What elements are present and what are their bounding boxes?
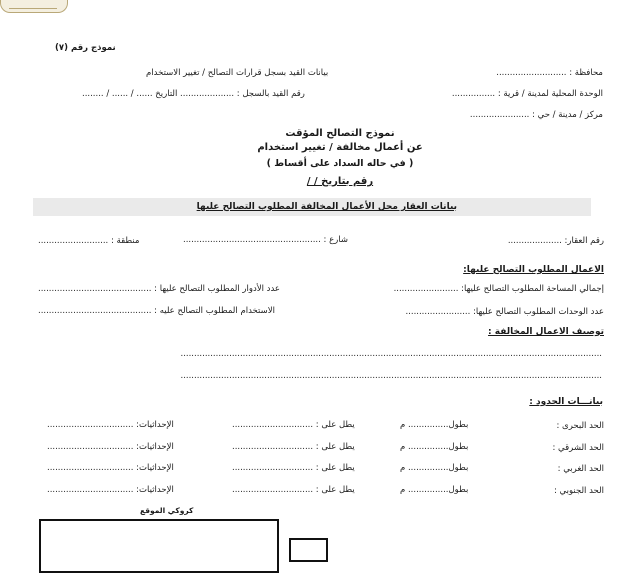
- border-overlooks-north: يطل على : ..............................: [232, 420, 355, 430]
- border-length-north: بطول............... م: [400, 420, 469, 430]
- border-length-south: بطول............... م: [400, 485, 469, 495]
- border-label-south: الحد الجنوبي :: [553, 486, 604, 496]
- border-length-east: بطول............... م: [400, 442, 469, 452]
- property-section-heading: بيانات العقار محل الأعمال المخالفة المطلوب التصالح عليها: [196, 202, 457, 212]
- sketch-label: كروكي الموقع: [140, 506, 194, 515]
- title-line-1: نموذج التصالح المؤقت: [285, 128, 395, 139]
- border-overlooks-east: يطل على : ..............................: [232, 442, 355, 452]
- border-length-west: بطول............... م: [400, 463, 469, 473]
- title-line-2: عن أعمال مخالفة / تغيير استخدام: [257, 142, 423, 153]
- district-field: منطقة : ..........................: [38, 236, 140, 246]
- violations-dotted-line-2: ............................................................................................................................................................: [180, 372, 602, 381]
- form-number: نموذج رقم (٧): [55, 43, 116, 53]
- center-city-field: مركز / مدينة / حي : ......................: [469, 110, 603, 120]
- register-title: بيانات القيد بسجل قرارات التصالح / تغيير الاستخدام: [146, 68, 329, 78]
- floors-count-field: عدد الأدوار المطلوب التصالح عليها : ..........................................: [38, 284, 280, 294]
- border-coords-west: الإحداثيات: ................................: [47, 463, 174, 473]
- register-number-field: رقم القيد بالسجل : .................... التاريخ ...... / ...... / ........: [82, 89, 305, 99]
- border-overlooks-west: يطل على : ..............................: [232, 463, 355, 473]
- usage-field: الاستخدام المطلوب التصالح عليه : ..........................................: [38, 306, 275, 316]
- violations-heading: توصيف الاعمال المخالفة :: [488, 327, 604, 337]
- border-label-west: الحد الغربي :: [557, 464, 604, 474]
- property-number-field: رقم العقار: ....................: [507, 236, 604, 246]
- border-coords-east: الإحداثيات: ................................: [47, 442, 174, 452]
- border-label-east: الحد الشرقي :: [552, 443, 604, 453]
- street-field: شارع : ...................................................: [183, 235, 348, 245]
- emblem-logo: [0, 0, 68, 13]
- total-area-field: إجمالي المساحة المطلوب التصالح عليها: ........................: [393, 284, 604, 294]
- violations-dotted-line-1: ............................................................................................................................................................: [180, 350, 602, 359]
- works-heading: الاعمال المطلوب التصالح عليها:: [463, 265, 604, 275]
- borders-heading: بيانـــات الحدود :: [529, 397, 603, 407]
- sketch-box: [39, 519, 279, 573]
- governorate-field: محافظة : ..........................: [496, 68, 603, 78]
- local-unit-field: الوحدة المحلية لمدينة / قرية : ................: [451, 89, 603, 99]
- units-count-field: عدد الوحدات المطلوب التصالح عليها: ........................: [405, 307, 604, 317]
- border-coords-north: الإحداثيات: ................................: [47, 420, 174, 430]
- border-coords-south: الإحداثيات: ................................: [47, 485, 174, 495]
- border-label-north: الحد البحرى :: [556, 421, 604, 431]
- border-overlooks-south: يطل على : ..............................: [232, 485, 355, 495]
- title-line-3: ( في حاله السداد على أقساط ): [266, 158, 414, 169]
- title-line-4: رقم بتاريخ / /: [306, 176, 374, 187]
- north-arrow-box: [289, 538, 328, 562]
- property-section-band: [33, 198, 591, 216]
